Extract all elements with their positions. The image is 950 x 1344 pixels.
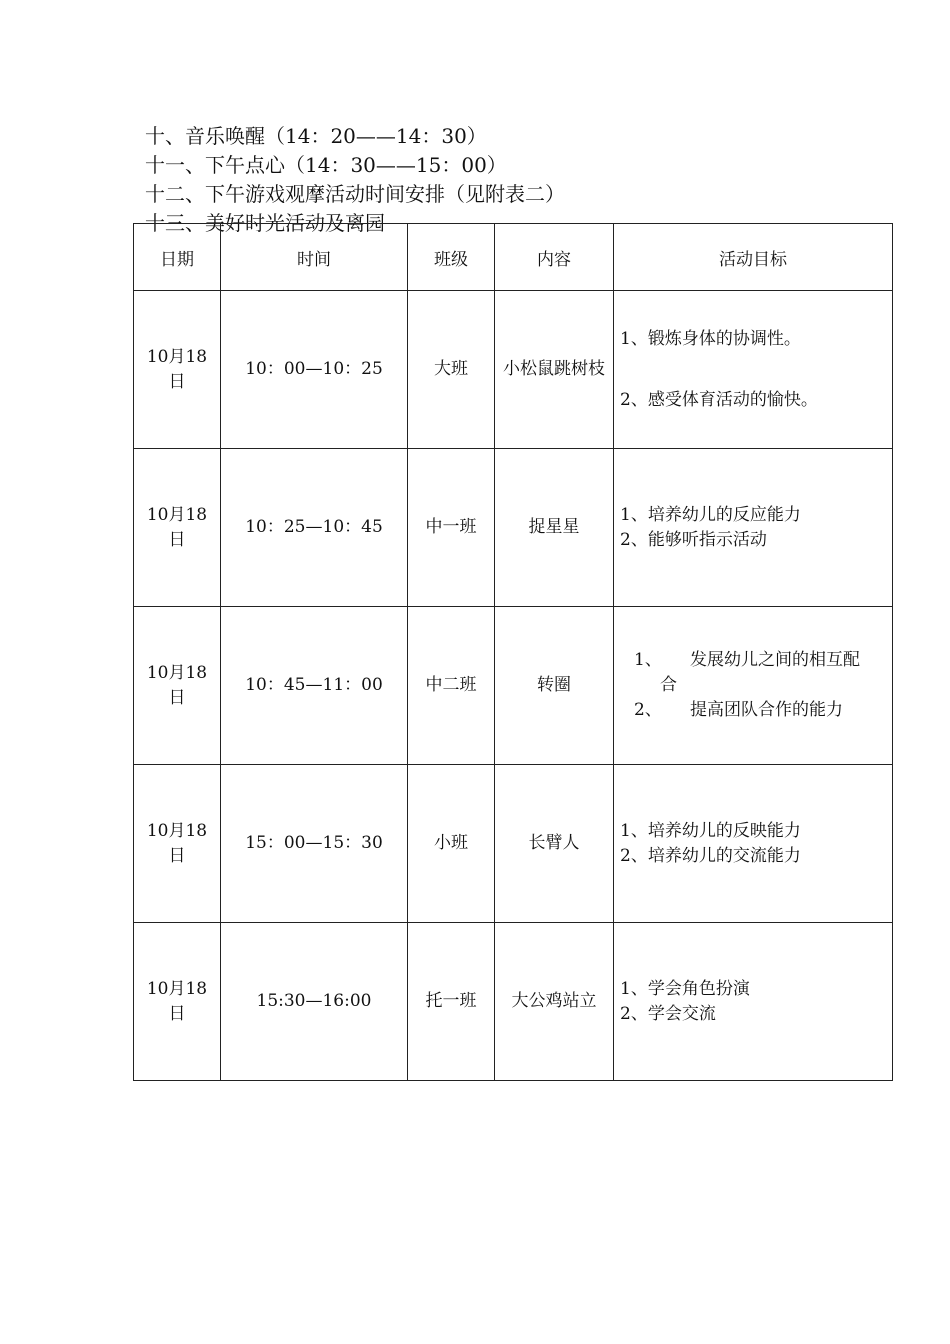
cell-goals [614, 923, 893, 1081]
heading-good-time-leaving: 十三、美好时光活动及离园 [145, 211, 385, 235]
cell-content: 长臂人 [495, 765, 614, 923]
goal-number: 2、 [634, 700, 662, 720]
cell-class: 中一班 [408, 449, 495, 607]
cell-goals [614, 765, 893, 923]
heading-game-schedule: 十二、下午游戏观摩活动时间安排（见附表二） [145, 182, 565, 206]
table-row [134, 449, 893, 607]
table-row [134, 923, 893, 1081]
cell-class: 中二班 [408, 607, 495, 765]
goal-line [620, 698, 886, 723]
activity-schedule-table [133, 223, 893, 1081]
cell-date: 10月18日 [134, 607, 221, 765]
goal-line: 1、锻炼身体的协调性。 [620, 328, 801, 349]
cell-date: 10月18日 [134, 449, 221, 607]
goal-line: 1、培养幼儿的反应能力 [620, 504, 801, 525]
cell-class: 小班 [408, 765, 495, 923]
header-class: 班级 [408, 224, 495, 291]
cell-goals [614, 291, 893, 449]
cell-time: 10：45—11：00 [221, 607, 408, 765]
cell-class: 托一班 [408, 923, 495, 1081]
header-goal: 活动目标 [614, 224, 893, 291]
table-row [134, 607, 893, 765]
goal-line: 2、学会交流 [620, 1003, 716, 1024]
goal-line: 2、培养幼儿的交流能力 [620, 845, 801, 866]
header-date: 日期 [134, 224, 221, 291]
heading-music-wakeup: 十、音乐唤醒（14：20——14：30） [145, 124, 487, 148]
goal-line-wrap: 合 [660, 675, 677, 695]
cell-date: 10月18日 [134, 765, 221, 923]
goal-text: 提高团队合作的能力 [690, 700, 843, 720]
goal-number: 1、 [634, 650, 662, 670]
heading-afternoon-snack: 十一、下午点心（14：30——15：00） [145, 153, 507, 177]
cell-date: 10月18日 [134, 291, 221, 449]
table-header-row [134, 224, 893, 291]
cell-content: 大公鸡站立 [495, 923, 614, 1081]
goal-line: 2、能够听指示活动 [620, 529, 767, 550]
cell-goals [614, 449, 893, 607]
cell-date: 10月18日 [134, 923, 221, 1081]
goal-line: 1、培养幼儿的反映能力 [620, 820, 801, 841]
cell-time: 15：00—15：30 [221, 765, 408, 923]
section-headings [145, 122, 565, 238]
table-row [134, 765, 893, 923]
cell-class: 大班 [408, 291, 495, 449]
cell-time: 10：25—10：45 [221, 449, 408, 607]
goal-line [620, 648, 886, 673]
goal-text: 发展幼儿之间的相互配 [690, 650, 860, 670]
header-content: 内容 [495, 224, 614, 291]
goal-line: 2、感受体育活动的愉快。 [620, 389, 818, 410]
cell-time: 10：00—10：25 [221, 291, 408, 449]
cell-goals [614, 607, 893, 765]
goal-line: 1、学会角色扮演 [620, 978, 750, 999]
cell-content: 小松鼠跳树枝 [495, 291, 614, 449]
table-row [134, 291, 893, 449]
cell-time: 15:30—16:00 [221, 923, 408, 1081]
cell-content: 转圈 [495, 607, 614, 765]
cell-content: 捉星星 [495, 449, 614, 607]
header-time: 时间 [221, 224, 408, 291]
